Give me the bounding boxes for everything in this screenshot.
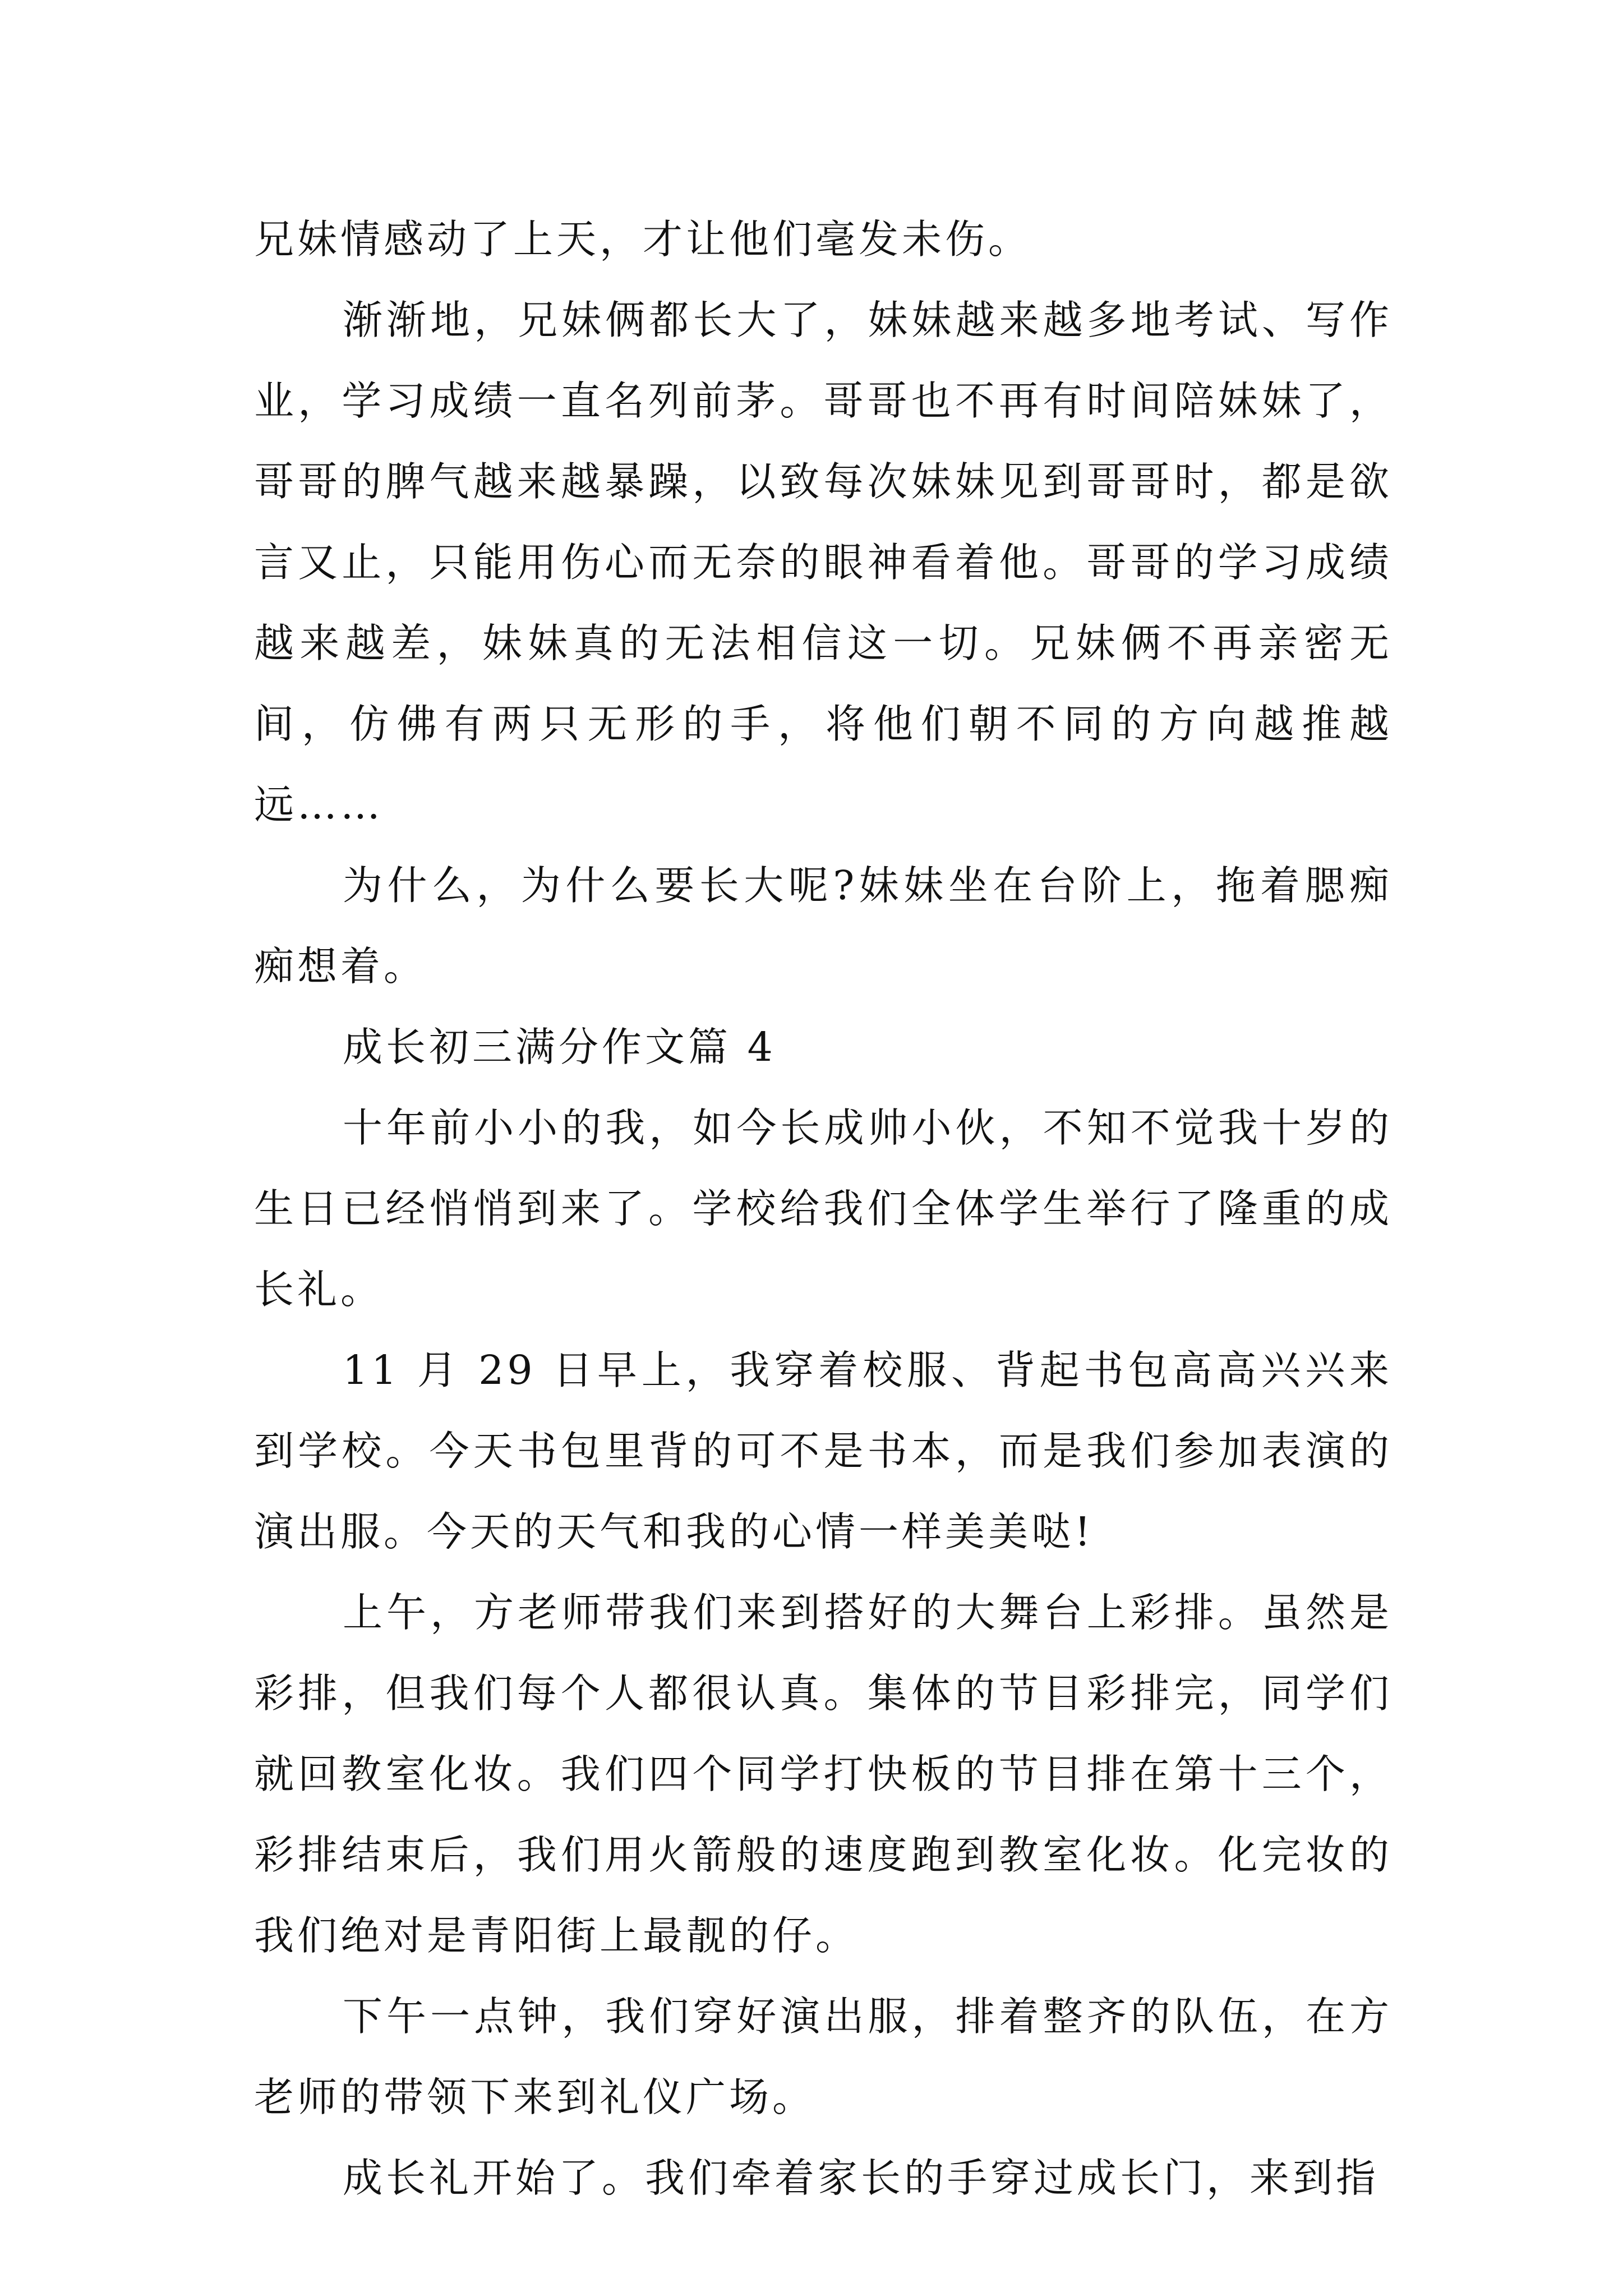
paragraph-ceremony-start: 成长礼开始了。我们牵着家长的手穿过成长门，来到指	[343, 2155, 1380, 2201]
paragraph-morning-school: 11 月 29 日早上，我穿着校服、背起书包高高兴兴来到学校。今天书包里背的可不是书本，而是我们参加表演的演出服。今天的天气和我的心情一样美美哒!	[254, 1347, 1393, 1555]
paragraph-afternoon: 下午一点钟，我们穿好演出服，排着整齐的队伍，在方老师的带领下来到礼仪广场。	[254, 1993, 1393, 2120]
document-body	[254, 199, 1393, 2219]
paragraph-why-grow-up: 为什么，为什么要长大呢?妹妹坐在台阶上，拖着腮痴痴想着。	[254, 862, 1393, 990]
section-heading-essay-4: 成长初三满分作文篇 4	[343, 1024, 776, 1070]
paragraph-tenth-birthday: 十年前小小的我，如今长成帅小伙，不知不觉我十岁的生日已经悄悄到来了。学校给我们全体学生举行了隆重的成长礼。	[254, 1105, 1393, 1313]
paragraph-siblings-growing-apart: 渐渐地，兄妹俩都长大了，妹妹越来越多地考试、写作业，学习成绩一直名列前茅。哥哥也不再有时间陪妹妹了，哥哥的脾气越来越暴躁，以致每次妹妹见到哥哥时，都是欲言又止，只能用伤心而无奈的眼神看着他。哥哥的学习成绩越来越差，妹妹真的无法相信这一切。兄妹俩不再亲密无间，仿佛有两只无形的手，将他们朝不同的方向越推越远……	[254, 297, 1393, 828]
paragraph-continuation: 兄妹情感动了上天，才让他们毫发未伤。	[254, 216, 1032, 263]
paragraph-rehearsal: 上午，方老师带我们来到搭好的大舞台上彩排。虽然是彩排，但我们每个人都很认真。集体的节目彩排完，同学们就回教室化妆。我们四个同学打快板的节目排在第十三个，彩排结束后，我们用火箭般的速度跑到教室化妆。化完妆的我们绝对是青阳街上最靓的仔。	[254, 1589, 1393, 1959]
